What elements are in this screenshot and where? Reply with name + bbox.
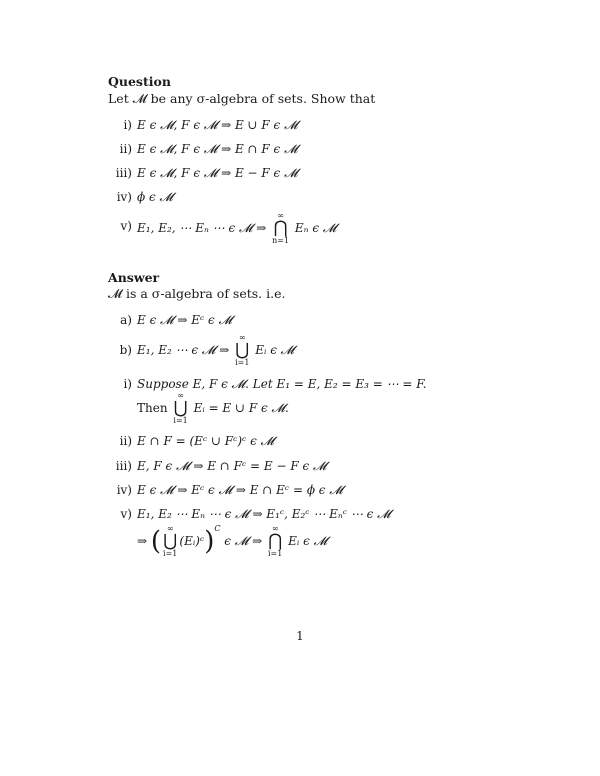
item-math: E ϵ 𝓜, F ϵ 𝓜 ⇒ E − F ϵ 𝓜: [137, 166, 298, 180]
proof-label: iv): [116, 483, 132, 497]
item-label: v): [120, 219, 132, 233]
operator-lower-limit: n=1: [272, 236, 290, 245]
right-big-paren: ): [204, 526, 215, 557]
union-symbol: ⋃: [235, 340, 250, 360]
proof-ii: [108, 434, 528, 454]
big-union-operator: [173, 392, 187, 425]
def-math: [137, 334, 294, 367]
operator-upper-limit: ∞: [277, 211, 284, 220]
proof-label: iii): [115, 459, 132, 473]
item-label: ii): [119, 142, 132, 156]
implies-arrow: ⇒: [137, 534, 148, 548]
proof-v-line2: [108, 524, 528, 564]
def-label: a): [120, 313, 132, 327]
page-number: 1: [296, 629, 304, 643]
answer-heading: Answer: [108, 270, 160, 285]
big-union-operator: [235, 334, 249, 367]
question-item-iii: [108, 166, 528, 186]
question-heading: Question: [108, 74, 171, 89]
math-pre: E₁, E₂ ⋯ ϵ 𝓜 ⇒: [137, 343, 230, 357]
operator-lower-limit: i=1: [235, 358, 250, 367]
left-big-paren: (: [150, 526, 162, 557]
operator-lower-limit: i=1: [267, 549, 283, 558]
math-post: Eᵢ ϵ 𝓜: [255, 343, 295, 357]
item-math: ϕ ϵ 𝓜: [137, 190, 173, 204]
big-intersection-operator: [268, 525, 282, 558]
proof-label: v): [120, 507, 132, 521]
big-intersection-operator: [272, 212, 289, 245]
def-label: b): [119, 343, 132, 357]
proof-text: Suppose E, F ϵ 𝓜. Let E₁ = E, E₂ = E₃ = ⋯ = F.: [137, 377, 427, 391]
proof-math: E, F ϵ 𝓜 ⇒ E ∩ Fᶜ = E − F ϵ 𝓜: [137, 459, 327, 473]
union-symbol: ⋃: [163, 531, 178, 551]
def-math: E ϵ 𝓜 ⇒ Eᶜ ϵ 𝓜: [137, 313, 233, 327]
item-math: E ϵ 𝓜, F ϵ 𝓜 ⇒ E ∩ F ϵ 𝓜: [137, 142, 298, 156]
union-symbol: ⋃: [173, 398, 188, 418]
intersection-symbol: ⋂: [273, 218, 288, 238]
proof-label: i): [123, 377, 132, 391]
proof-iii: [108, 459, 528, 479]
item-math: [137, 212, 336, 245]
intersection-symbol: ⋂: [268, 531, 283, 551]
proof-iv: [108, 483, 528, 503]
math-post: Eₙ ϵ 𝓜: [294, 221, 337, 235]
operator-upper-limit: ∞: [238, 333, 246, 342]
proof-i-line2: [108, 392, 528, 428]
answer-def-a: [108, 313, 528, 333]
proof-label: ii): [119, 434, 132, 448]
big-union-operator: [163, 525, 177, 558]
operator-upper-limit: ∞: [166, 524, 174, 533]
complement-superscript: C: [214, 524, 221, 533]
math-post: Eᵢ ϵ 𝓜: [288, 534, 328, 548]
answer-def-b: [108, 334, 528, 368]
proof-math: E₁, E₂ ⋯ Eₙ ⋯ ϵ 𝓜 ⇒ E₁ᶜ, E₂ᶜ ⋯ Eₙᶜ ⋯ ϵ 𝓜: [137, 507, 391, 521]
operator-lower-limit: i=1: [173, 416, 188, 425]
question-item-i: [108, 118, 528, 138]
answer-intro: 𝓜 is a σ-algebra of sets. i.e.: [108, 286, 286, 301]
question-intro: Let 𝓜 be any σ-algebra of sets. Show that: [108, 91, 376, 106]
math-mid: ϵ 𝓜 ⇒: [224, 534, 263, 548]
math-post: Eᵢ = E ∪ F ϵ 𝓜.: [193, 401, 289, 415]
proof-math: [137, 524, 327, 558]
proof-math: E ∩ F = (Eᶜ ∪ Fᶜ)ᶜ ϵ 𝓜: [137, 434, 275, 448]
operator-upper-limit: ∞: [177, 391, 184, 400]
item-label: i): [123, 118, 132, 132]
operator-lower-limit: i=1: [163, 549, 178, 558]
item-label: iii): [115, 166, 132, 180]
question-item-iv: [108, 190, 528, 210]
then-word: Then: [137, 401, 168, 415]
operator-upper-limit: ∞: [271, 524, 279, 533]
item-math: E ϵ 𝓜, F ϵ 𝓜 ⇒ E ∪ F ϵ 𝓜: [137, 118, 298, 132]
question-item-v: [108, 212, 528, 246]
inner-term: (Eᵢ)ᶜ: [179, 534, 205, 548]
item-label: iv): [116, 190, 132, 204]
proof-math: [137, 392, 289, 425]
proof-math: E ϵ 𝓜 ⇒ Eᶜ ϵ 𝓜 ⇒ E ∩ Eᶜ = ϕ ϵ 𝓜: [137, 483, 343, 497]
math-pre: E₁, E₂, ⋯ Eₙ ⋯ ϵ 𝓜 ⇒: [137, 221, 267, 235]
question-item-ii: [108, 142, 528, 162]
